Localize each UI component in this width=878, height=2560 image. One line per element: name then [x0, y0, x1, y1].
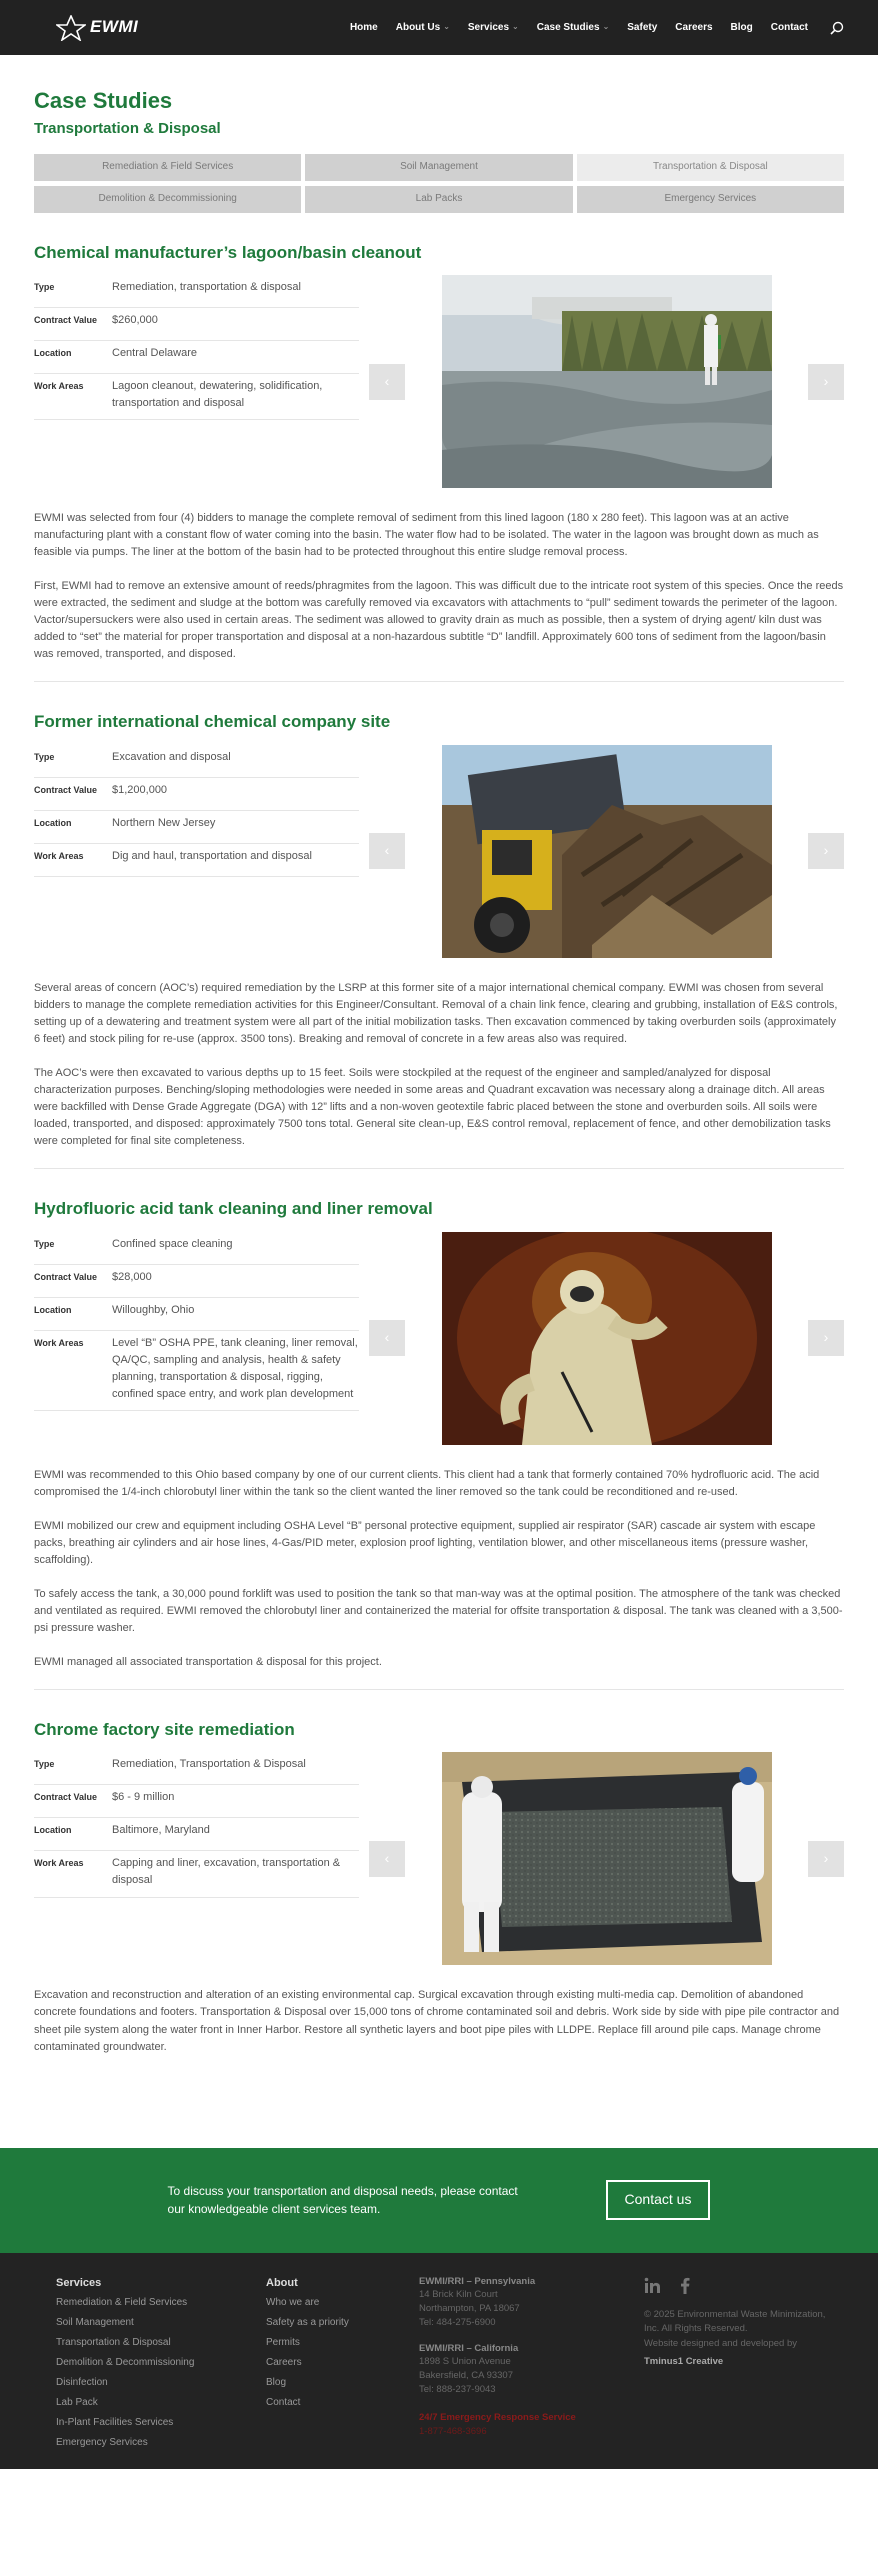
fact-label-location: Location — [34, 817, 72, 828]
case-photo-chrome-site — [442, 1752, 772, 1965]
fact-location: Baltimore, Maryland — [112, 1824, 210, 1837]
footer-link[interactable]: Blog — [266, 2377, 287, 2389]
nav-blog-label: Blog — [730, 21, 753, 33]
tab-remediation-field-services[interactable]: Remediation & Field Services — [34, 154, 301, 181]
site-credit: Website designed and developed by — [644, 2338, 797, 2350]
chevron-down-icon: ⌄ — [512, 22, 519, 32]
slider-prev-button[interactable]: ‹ — [369, 364, 405, 400]
fact-work-areas: Dig and haul, transportation and disposal — [112, 849, 312, 862]
fact-label-type: Type — [34, 751, 55, 762]
fact-label-location: Location — [34, 1825, 72, 1836]
case-paragraph: EWMI managed all associated transportation & disposal for this project. — [34, 1655, 382, 1668]
nav-case-studies[interactable] — [537, 20, 610, 36]
site-footer — [0, 2253, 878, 2469]
slider-next-button[interactable]: › — [808, 1320, 844, 1356]
case-facts — [34, 745, 359, 958]
section-divider — [34, 681, 844, 682]
fact-contract-value: $28,000 — [112, 1270, 152, 1283]
case-study — [34, 1199, 844, 1690]
section-divider — [34, 1689, 844, 1690]
office-city: Northampton, PA 18067 — [419, 2303, 520, 2315]
office-phone[interactable]: Tel: 888-237-9043 — [419, 2383, 496, 2395]
tab-soil-management[interactable]: Soil Management — [305, 154, 572, 181]
case-paragraph: Excavation and reconstruction and alteration of an existing environmental cap. Surgical excavation through existing multi-media cap. Demolition of abandoned concrete foundations and footers. Transportation & Disposal over 15,000 tons of chrome contaminated soil and debris. Work side by side with pipe pile contractor and sheet pile system along the water front in Inner Harbor. Restore all synthetic layers and boot pipe piles with LLDPE. Replace fill around pile caps. Manage chrome contaminated groundwater. — [34, 1989, 840, 2053]
page-subtitle: Transportation & Disposal — [34, 120, 221, 138]
case-description — [34, 510, 844, 663]
fact-label-location: Location — [34, 348, 72, 359]
footer-link[interactable]: In-Plant Facilities Services — [56, 2417, 174, 2429]
footer-link[interactable]: Demolition & Decommissioning — [56, 2357, 195, 2369]
main-content — [0, 88, 878, 2056]
fact-type: Remediation, Transportation & Disposal — [112, 1758, 306, 1771]
contact-cta-banner — [0, 2148, 878, 2253]
cta-text: To discuss your transportation and disposal needs, please contact our knowledgeable client services team. — [167, 2184, 518, 2217]
case-title: Hydrofluoric acid tank cleaning and liner removal — [34, 1199, 433, 1219]
logo-text: EWMI — [90, 17, 139, 37]
slider-next-button[interactable]: › — [808, 1841, 844, 1877]
case-facts — [34, 275, 359, 488]
nav-contact-label: Contact — [770, 21, 808, 33]
footer-link[interactable]: Contact — [266, 2397, 301, 2409]
case-paragraph: EWMI mobilized our crew and equipment including OSHA Level “B” personal protective equipment, supplied air respirator (SAR) cascade air system with escape packs, breathing air cylinders and air hose lines, 4-Gas/PID meter, explosion proof lighting, ventilation blower, and other miscellaneous items (pressure washer, scaffolding). — [34, 1519, 816, 1566]
image-slider — [369, 275, 844, 488]
nav-case-studies-label: Case Studies — [536, 21, 600, 33]
fact-contract-value: $6 - 9 million — [112, 1791, 175, 1804]
facebook-icon[interactable] — [677, 2277, 694, 2294]
case-title: Chrome factory site remediation — [34, 1720, 295, 1740]
footer-link[interactable]: Soil Management — [56, 2317, 134, 2329]
office-city: Bakersfield, CA 93307 — [419, 2370, 514, 2382]
fact-label-location: Location — [34, 1304, 72, 1315]
category-tabs — [34, 154, 844, 213]
site-header — [0, 0, 878, 55]
slider-prev-button[interactable]: ‹ — [369, 833, 405, 869]
footer-services-heading: Services — [56, 2276, 102, 2289]
case-description — [34, 1467, 844, 1671]
footer-link[interactable]: Safety as a priority — [266, 2317, 349, 2329]
image-slider — [369, 1752, 844, 1965]
case-description — [34, 1987, 844, 2055]
nav-about-us[interactable] — [396, 20, 450, 36]
footer-link[interactable]: Lab Pack — [56, 2397, 98, 2409]
site-credit-link[interactable]: Tminus1 Creative — [644, 2355, 724, 2367]
fact-location: Northern New Jersey — [112, 816, 216, 829]
fact-label-contract-value: Contract Value — [34, 1792, 98, 1803]
image-slider — [369, 745, 844, 958]
case-title: Chemical manufacturer’s lagoon/basin cleanout — [34, 242, 422, 262]
footer-link[interactable]: Careers — [266, 2357, 302, 2369]
nav-careers[interactable] — [675, 20, 712, 36]
fact-label-work-areas: Work Areas — [34, 850, 84, 861]
nav-services-label: Services — [467, 21, 510, 33]
nav-contact[interactable] — [771, 20, 808, 36]
fact-label-work-areas: Work Areas — [34, 1858, 84, 1869]
fact-label-type: Type — [34, 1238, 55, 1249]
nav-safety-label: Safety — [627, 21, 658, 33]
case-photo-lagoon — [442, 275, 772, 488]
case-study — [34, 1720, 844, 2056]
fact-work-areas: Capping and liner, excavation, transportation & disposal — [112, 1857, 341, 1887]
chevron-down-icon: ⌄ — [602, 22, 610, 32]
case-study — [34, 712, 844, 1169]
slider-next-button[interactable]: › — [808, 364, 844, 400]
case-paragraph: First, EWMI had to remove an extensive amount of reeds/phragmites from the lagoon. This was difficult due to the intricate root system of this species. Once the reeds were extracted, the sediment and sludge at the bottom was carefully removed via excavators with attachments to “pull” sediment towards the perimeter of the lagoon. Vactor/supersuckers were also used in certain areas. The sediment was allowed to gravity drain as much as possible, then a system of drying agent/ kiln dust was added to “set” the material for proper transportation and disposal at a non-hazardous subtitle “D” landfill. Approximately 600 tons of sediment from the lagoon/basin was removed, transported, and disposed. — [34, 580, 844, 661]
nav-about-us-label: About Us — [395, 21, 441, 33]
case-title: Former international chemical company site — [34, 712, 391, 732]
case-paragraph: EWMI was selected from four (4) bidders to manage the complete removal of sediment from this lined lagoon (180 x 280 feet). This lagoon was at an active manufacturing plant with a constant flow of water coming into the basin. The water flow had to be isolated. The water in the lagoon was brought down as much as feasible via pumps. The liner at the bottom of the basin had to be protected throughout this entire sludge removal process. — [34, 512, 819, 559]
section-divider — [34, 1168, 844, 1169]
fact-label-contract-value: Contract Value — [34, 784, 98, 795]
copyright: © 2025 Environmental Waste Minimization, Inc. All Rights Reserved. — [644, 2308, 826, 2335]
office-street: 1898 S Union Avenue — [419, 2356, 511, 2368]
fact-contract-value: $1,200,000 — [112, 783, 168, 796]
fact-location: Willoughby, Ohio — [112, 1303, 195, 1316]
footer-link[interactable]: Disinfection — [56, 2377, 108, 2389]
footer-about-heading: About — [266, 2276, 298, 2289]
fact-type: Excavation and disposal — [112, 750, 231, 763]
page-title: Case Studies — [34, 88, 173, 113]
fact-work-areas: Lagoon cleanout, dewatering, solidification, transportation and disposal — [112, 380, 323, 410]
tab-transportation-disposal[interactable]: Transportation & Disposal — [577, 154, 844, 181]
fact-contract-value: $260,000 — [112, 314, 158, 327]
case-description — [34, 980, 844, 1150]
case-photo-excavation — [442, 745, 772, 958]
footer-offices — [419, 2275, 644, 2469]
logo-star-icon — [56, 15, 86, 41]
contact-us-button[interactable]: Contact us — [606, 2180, 711, 2220]
fact-label-contract-value: Contract Value — [34, 1271, 98, 1282]
case-facts — [34, 1232, 359, 1445]
chevron-down-icon: ⌄ — [443, 22, 450, 32]
nav-blog[interactable] — [731, 20, 753, 36]
footer-link[interactable]: Remediation & Field Services — [56, 2297, 188, 2309]
case-paragraph: To safely access the tank, a 30,000 pound forklift was used to position the tank so that man-way was at the optimal position. The atmosphere of the tank was checked and ventilated as required. EWMI removed the chlorobutyl liner and containerized the material for offsite transportation & disposal. The tank was cleaned with a 3,500-psi pressure washer. — [34, 1587, 843, 1634]
slider-prev-button[interactable]: ‹ — [369, 1841, 405, 1877]
nav-home[interactable] — [350, 20, 378, 36]
case-study — [34, 243, 844, 683]
fact-label-work-areas: Work Areas — [34, 1337, 84, 1348]
footer-about — [266, 2275, 419, 2469]
fact-type: Confined space cleaning — [112, 1237, 233, 1250]
nav-home-label: Home — [349, 21, 378, 33]
logo[interactable] — [56, 14, 138, 40]
footer-social — [644, 2275, 834, 2469]
emergency-service-label: 24/7 Emergency Response Service — [419, 2411, 576, 2423]
nav-services[interactable] — [468, 20, 519, 36]
nav-careers-label: Careers — [675, 21, 713, 33]
footer-link[interactable]: Who we are — [266, 2297, 320, 2309]
emergency-phone[interactable]: 1-877-468-3696 — [419, 2425, 487, 2437]
office-name: EWMI/RRI – Pennsylvania — [419, 2275, 536, 2287]
footer-link[interactable]: Transportation & Disposal — [56, 2337, 171, 2349]
case-paragraph: EWMI was recommended to this Ohio based company by one of our current clients. This client had a tank that formerly contained 70% hydrofluoric acid. The acid compromised the 1/4-inch chlorobutyl liner within the tank so the client wanted the liner removed so the tank could be reconditioned and re-used. — [34, 1468, 820, 1498]
footer-services — [56, 2275, 266, 2469]
tab-lab-packs[interactable]: Lab Packs — [305, 186, 572, 213]
tab-emergency-services[interactable]: Emergency Services — [577, 186, 844, 213]
linkedin-icon[interactable] — [644, 2277, 661, 2294]
office-street: 14 Brick Kiln Court — [419, 2289, 498, 2301]
case-paragraph: Several areas of concern (AOC’s) required remediation by the LSRP at this former site of a major international chemical company. EWMI was chosen from several bidders to manage the complete remediation activities for this Engineer/Consultant. Removal of a chain link fence, clearing and grubbing, installation of E&S controls, setting up of a dewatering and treatment system were all part of the initial mobilization tasks. Then excavation commenced by taking overburden soils (approximately 6 feet) and stock piling for re-use (approx. 3500 tons). Breaking and removal of concrete in a few areas also was required. — [34, 981, 838, 1045]
nav-safety[interactable] — [627, 20, 657, 36]
tab-demolition-decommissioning[interactable]: Demolition & Decommissioning — [34, 186, 301, 213]
office-name: EWMI/RRI – California — [419, 2342, 519, 2354]
case-photo-tank — [442, 1232, 772, 1445]
image-slider — [369, 1232, 844, 1445]
fact-type: Remediation, transportation & disposal — [112, 281, 301, 294]
main-nav — [350, 20, 844, 36]
search-icon[interactable] — [830, 21, 844, 35]
slider-prev-button[interactable]: ‹ — [369, 1320, 405, 1356]
case-paragraph: The AOC’s were then excavated to various depths up to 15 feet. Soils were stockpiled at the request of the engineer and sampled/analyzed for disposal characterization purposes. Benching/sloping methodologies were needed in some areas and Quadrant excavation was necessary along a drainage ditch. All areas were backfilled with Dense Grade Aggregate (DGA) with 12” lifts and a non-woven geotextile fabric placed between the stone and overburden soils. All soils were loaded, transported, and disposed: approximately 7500 tons total. General site clean-up, E&S control removal, replacement of fence, and other demobilization tasks were completed for final site completeness. — [34, 1066, 831, 1148]
footer-link[interactable]: Emergency Services — [56, 2437, 148, 2449]
office-phone[interactable]: Tel: 484-275-6900 — [419, 2316, 496, 2328]
footer-link[interactable]: Permits — [266, 2337, 300, 2349]
fact-label-type: Type — [34, 1759, 55, 1770]
case-facts — [34, 1752, 359, 1965]
fact-label-contract-value: Contract Value — [34, 315, 98, 326]
slider-next-button[interactable]: › — [808, 833, 844, 869]
fact-label-work-areas: Work Areas — [34, 381, 84, 392]
fact-location: Central Delaware — [112, 347, 197, 360]
fact-label-type: Type — [34, 282, 55, 293]
fact-work-areas: Level “B” OSHA PPE, tank cleaning, liner removal, QA/QC, sampling and analysis, health & safety planning, transportation & disposal, rigging, confined space entry, and work plan development — [112, 1336, 358, 1400]
